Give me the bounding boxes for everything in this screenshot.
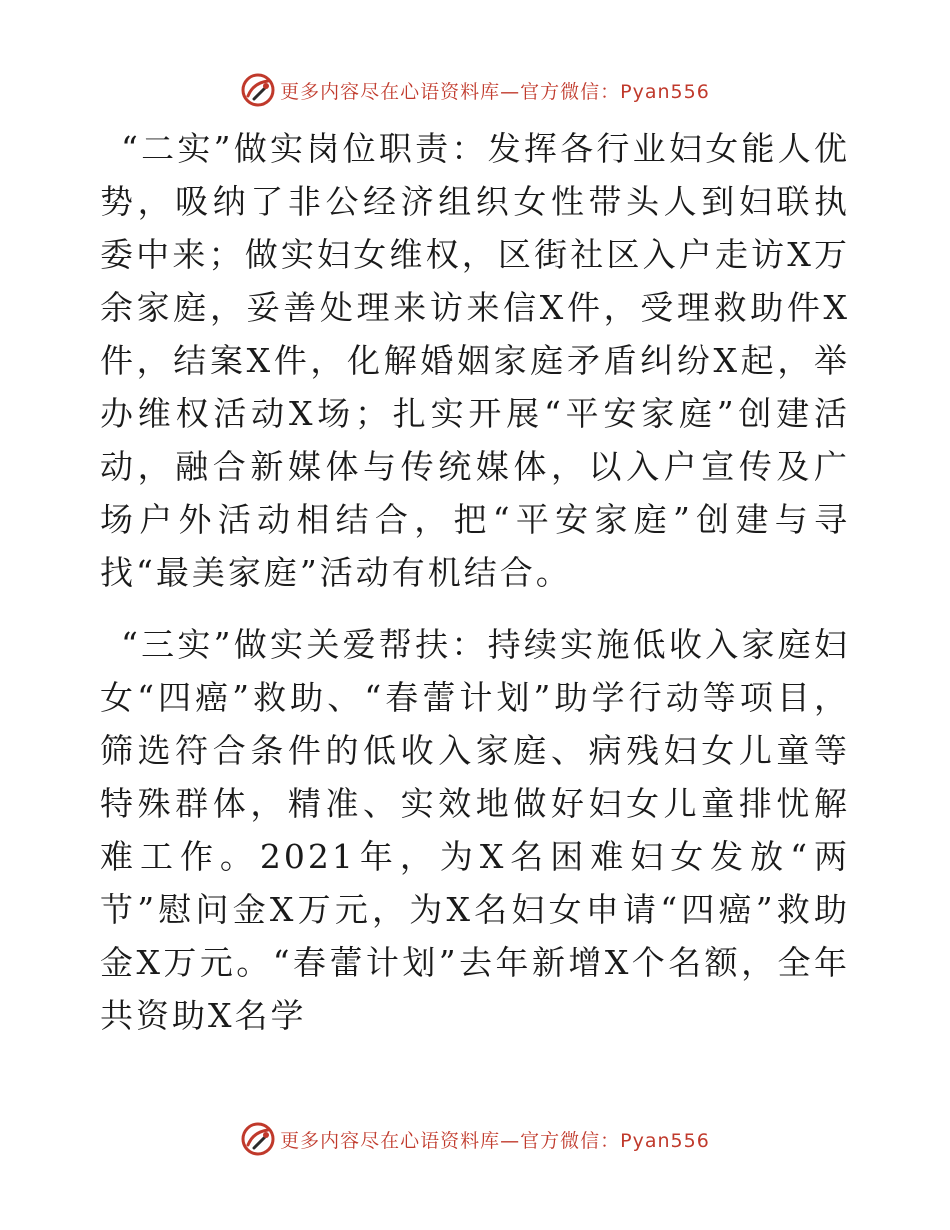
logo-icon: [240, 1121, 276, 1157]
paragraph: “三实”做实关爱帮扶：持续实施低收入家庭妇女“四癌”救助、“春蕾计划”助学行动等项目，筛选符合条件的低收入家庭、病残妇女儿童等特殊群体，精准、实效地做好妇女儿童排忧解难工作。2021年，为X名困难妇女发放“两节”慰问金X万元，为X名妇女申请“四癌”救助金X万元。“春蕾计划”去年新增X个名额，全年共资助X名学: [100, 625, 850, 1035]
paragraph: “二实”做实岗位职责：发挥各行业妇女能人优势，吸纳了非公经济组织女性带头人到妇联执委中来；做实妇女维权，区街社区入户走访X万余家庭，妥善处理来访来信X件，受理救助件X件，结案X件，化解婚姻家庭矛盾纠纷X起，举办维权活动X场；扎实开展“平安家庭”创建活动，融合新媒体与传统媒体，以入户宣传及广场户外活动相结合，把“平安家庭”创建与寻找“最美家庭”活动有机结合。: [100, 129, 850, 592]
footer-watermark: [0, 1121, 950, 1157]
header-watermark: [0, 72, 950, 108]
watermark-text: 更多内容尽在心语资料库—官方微信：Pyan556: [280, 80, 710, 103]
document-body: [100, 122, 850, 1042]
logo-icon: [240, 72, 276, 108]
watermark-text: 更多内容尽在心语资料库—官方微信：Pyan556: [280, 1129, 710, 1152]
